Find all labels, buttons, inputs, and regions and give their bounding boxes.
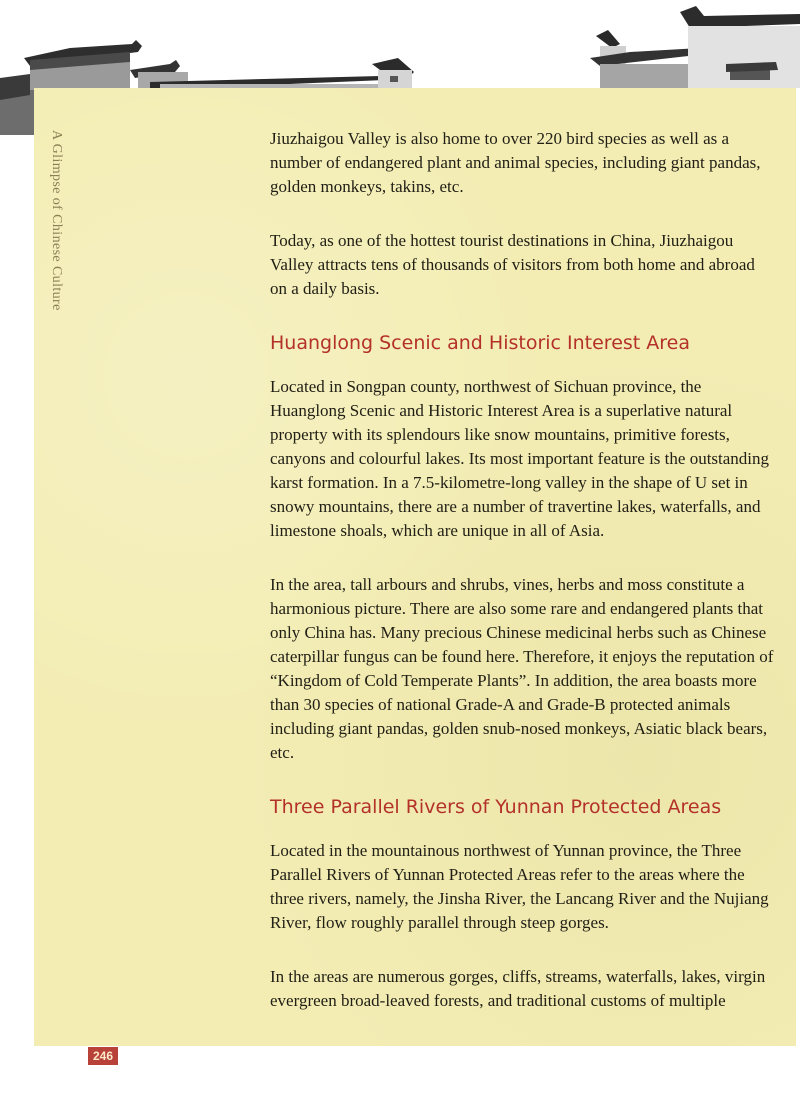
intro-paragraph-1: Jiuzhaigou Valley is also home to over 220 bird species as well as a number of endangered plant and animal species, including giant pandas, golden monkeys, takins, etc. [270, 129, 761, 196]
section-heading-huanglong: Huanglong Scenic and Historic Interest Area [270, 332, 691, 354]
huanglong-paragraph-2: In the area, tall arbours and shrubs, vines, herbs and moss constitute a harmonious picture. There are also some rare and endangered plants that only China has. Many precious Chinese medicinal herbs such as Chinese caterpillar fungus can be found here. Therefore, it enjoys the reputation of “Kingdom of Cold Temperate Plants”. In addition, the area boasts more than 30 species of national Grade-A and Grade-B protected animals including giant pandas, golden snub-nosed monkeys, Asiatic black bears, etc. [270, 575, 774, 762]
intro-paragraph-2: Today, as one of the hottest tourist destinations in China, Jiuzhaigou Valley attracts tens of thousands of visitors from both home and abroad on a daily basis. [270, 231, 755, 298]
page-number-badge: 246 [88, 1047, 118, 1065]
huanglong-paragraph-1: Located in Songpan county, northwest of Sichuan province, the Huanglong Scenic and Historic Interest Area is a superlative natural property with its splendours like snow mountains, primitive forests, canyons and colourful lakes. Its most important feature is the outstanding karst formation. In a 7.5-kilometre-long valley in the shape of U set in snowy mountains, there are a number of travertine lakes, waterfalls, and limestone shoals, which are unique in all of Asia. [270, 377, 770, 540]
section-heading-three-rivers: Three Parallel Rivers of Yunnan Protected Areas [270, 796, 722, 818]
three-rivers-paragraph-1: Located in the mountainous northwest of Yunnan province, the Three Parallel Rivers of Yunnan Protected Areas refer to the areas where the three rivers, namely, the Jinsha River, the Lancang River and the Nujiang River, flow roughly parallel through steep gorges. [270, 841, 769, 932]
running-side-title: A Glimpse of Chinese Culture [49, 130, 64, 311]
article-body [270, 127, 775, 1043]
three-rivers-paragraph-2: In the areas are numerous gorges, cliffs, streams, waterfalls, lakes, virgin evergreen broad-leaved forests, and traditional customs of multiple [270, 967, 766, 1010]
